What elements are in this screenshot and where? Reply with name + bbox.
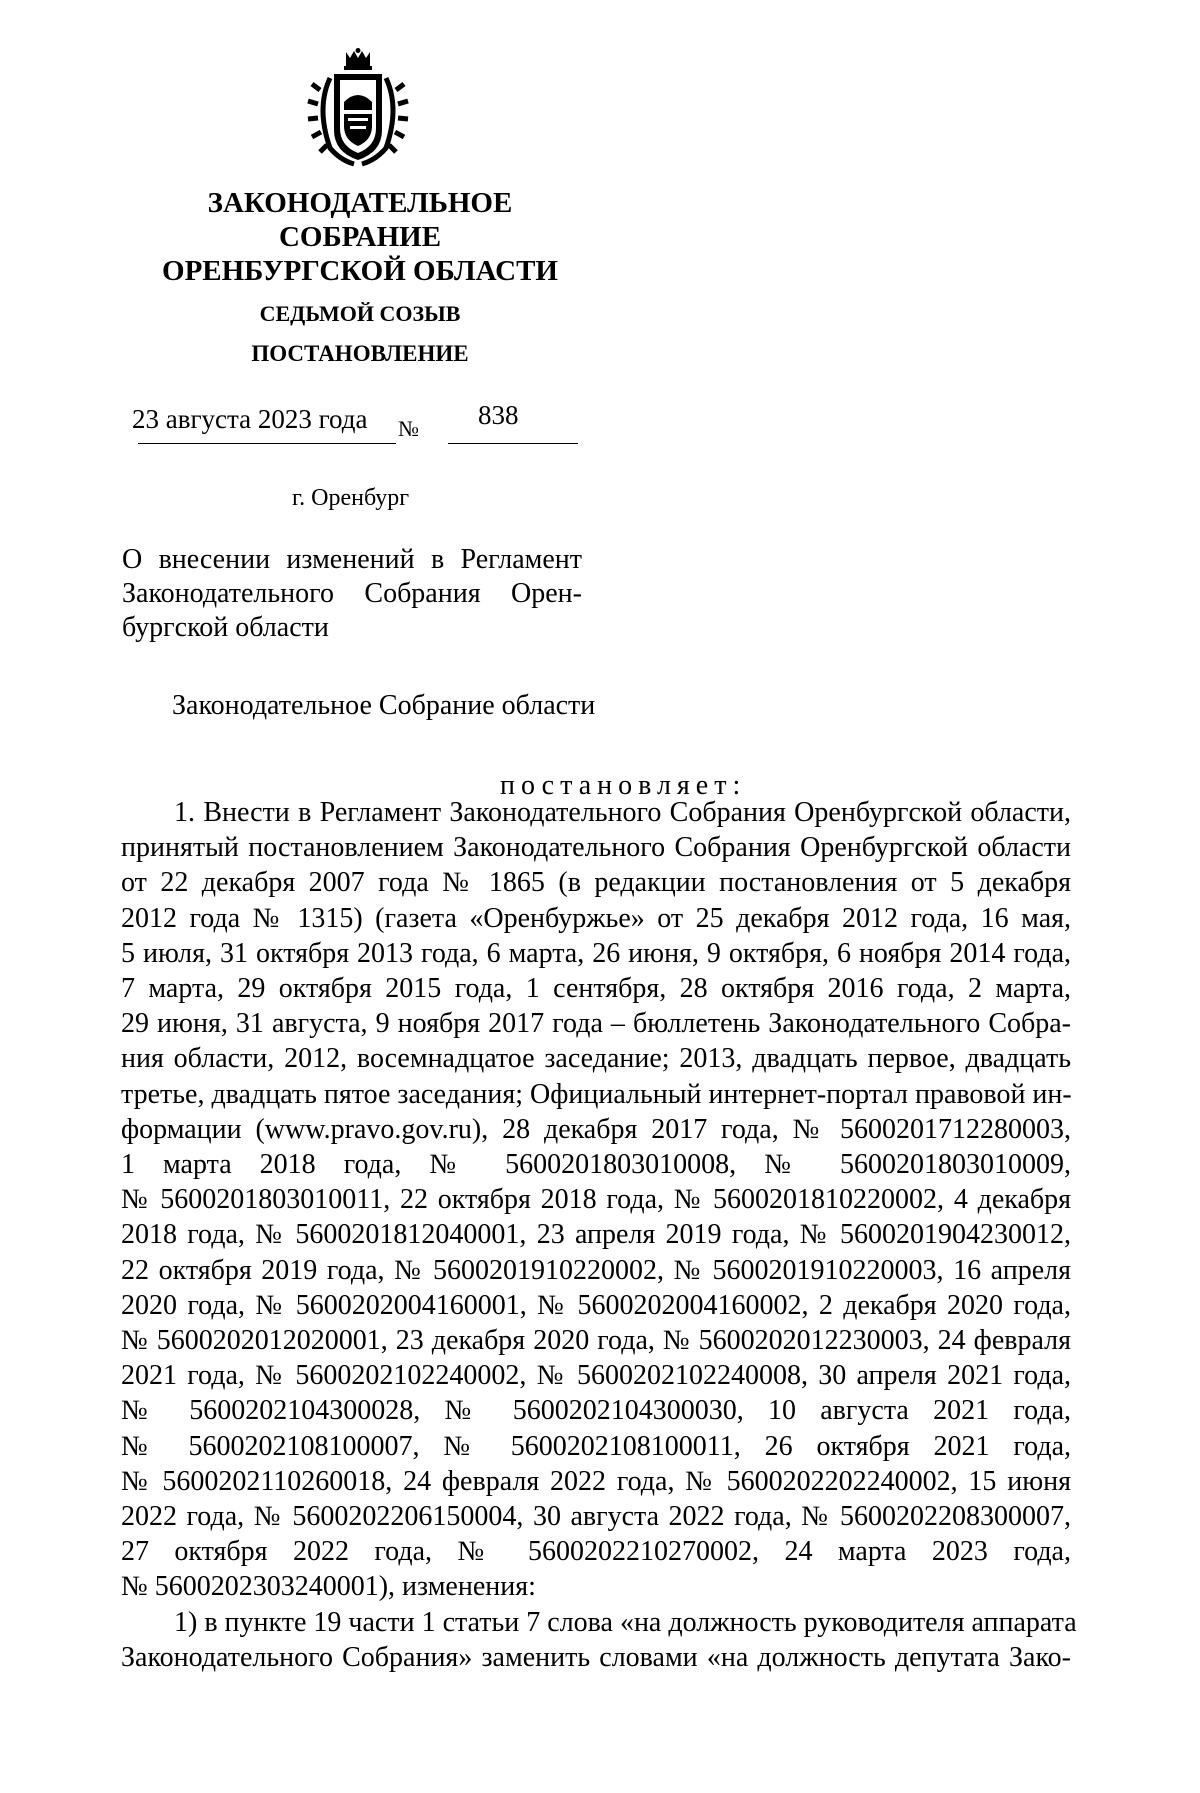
body-line: 1) в пункте 19 части 1 статьи 7 слова «на должность руководителя аппарата — [174, 1606, 1077, 1638]
organization-name — [110, 186, 610, 288]
body-line: 29 июня, 31 августа, 9 ноября 2017 года – бюллетень Законодательного Собра- — [121, 1008, 1071, 1040]
org-name-line-3: ОРЕНБУРГСКОЙ ОБЛАСТИ — [162, 255, 558, 287]
body-line: Законодательного Собрания» заменить словами «на должность депутата Зако- — [121, 1641, 1071, 1673]
body-line: 27 октября 2022 года, № 5600202210270002, 24 марта 2023 года, — [121, 1536, 1071, 1568]
subject-line-1: О внесении изменений в Регламент — [122, 544, 582, 575]
body-line: № 5600202110260018, 24 февраля 2022 года, № 5600202202240002, 15 июня — [121, 1465, 1071, 1497]
body-line: от 22 декабря 2007 года № 1865 (в редакции постановления от 5 декабря — [121, 867, 1071, 899]
body-line: 2018 года, № 5600201812040001, 23 апреля 2019 года, № 5600201904230012, — [121, 1219, 1071, 1251]
coat-of-arms-icon — [300, 48, 416, 168]
body-line: 1 марта 2018 года, № 5600201803010008, № 5600201803010009, — [121, 1149, 1071, 1181]
subject-line-3: бургской области — [122, 612, 329, 643]
body-line: 1. Внести в Регламент Законодательного Собрания Оренбургской области, — [174, 797, 1071, 828]
body-line: № 5600202104300028, № 5600202104300030, 10 августа 2021 года, — [121, 1395, 1071, 1427]
body-line: 5 июля, 31 октября 2013 года, 6 марта, 26 июня, 9 октября, 6 ноября 2014 года, — [121, 937, 1071, 969]
body-line: № 5600202012020001, 23 декабря 2020 года, № 5600202012230003, 24 февраля — [121, 1325, 1071, 1357]
body-line: 2012 года № 1315) (газета «Оренбуржье» от 25 декабря 2012 года, 16 мая, — [121, 902, 1071, 934]
org-name-line-2: СОБРАНИЕ — [278, 221, 442, 253]
body-line: принятый постановлением Законодательного Собрания Оренбургской области — [121, 832, 1071, 864]
number-underline — [448, 443, 578, 444]
body-line: формации (www.pravo.gov.ru), 28 декабря 2017 года, № 5600201712280003, — [121, 1113, 1071, 1145]
preamble: Законодательное Собрание области — [172, 690, 596, 721]
body-line: № 5600202108100007, № 5600202108100011, 26 октября 2021 года, — [121, 1430, 1071, 1462]
date-underline — [138, 443, 396, 444]
body-line: 22 октября 2019 года, № 5600201910220002, № 5600201910220003, 16 апреля — [121, 1254, 1071, 1286]
org-name-line-1: ЗАКОНОДАТЕЛЬНОЕ — [207, 187, 513, 219]
document-body — [121, 795, 1077, 1675]
body-line: ния области, 2012, восемнадцатое заседание; 2013, двадцать первое, двадцать — [121, 1043, 1071, 1075]
city: г. Оренбург — [292, 485, 410, 511]
subject-line-2: Законодательного Собрания Орен- — [122, 578, 582, 609]
number-sign: № — [398, 416, 419, 441]
body-line: третье, двадцать пятое заседания; Официальный интернет-портал правовой ин- — [121, 1078, 1072, 1110]
body-line: № 5600201803010011, 22 октября 2018 года, № 5600201810220002, 4 декабря — [121, 1184, 1071, 1216]
document-type: ПОСТАНОВЛЕНИЕ — [251, 341, 469, 366]
document-subject — [122, 543, 582, 645]
convocation: СЕДЬМОЙ СОЗЫВ — [259, 301, 461, 326]
body-line: 2022 года, № 5600202206150004, 30 августа 2022 года, № 5600202208300007, — [121, 1501, 1071, 1533]
document-date: 23 августа 2023 года — [132, 404, 368, 434]
body-line: 7 марта, 29 октября 2015 года, 1 сентября, 28 октября 2016 года, 2 марта, — [121, 973, 1071, 1005]
resolves-heading: постановляет: — [500, 770, 747, 801]
document-number: 838 — [478, 400, 519, 430]
body-line: 2021 года, № 5600202102240002, № 5600202102240008, 30 апреля 2021 года, — [121, 1360, 1071, 1392]
body-line: 2020 года, № 5600202004160001, № 5600202004160002, 2 декабря 2020 года, — [121, 1289, 1071, 1321]
date-number-block — [130, 400, 590, 450]
body-line: № 5600202303240001), изменения: — [121, 1571, 536, 1603]
